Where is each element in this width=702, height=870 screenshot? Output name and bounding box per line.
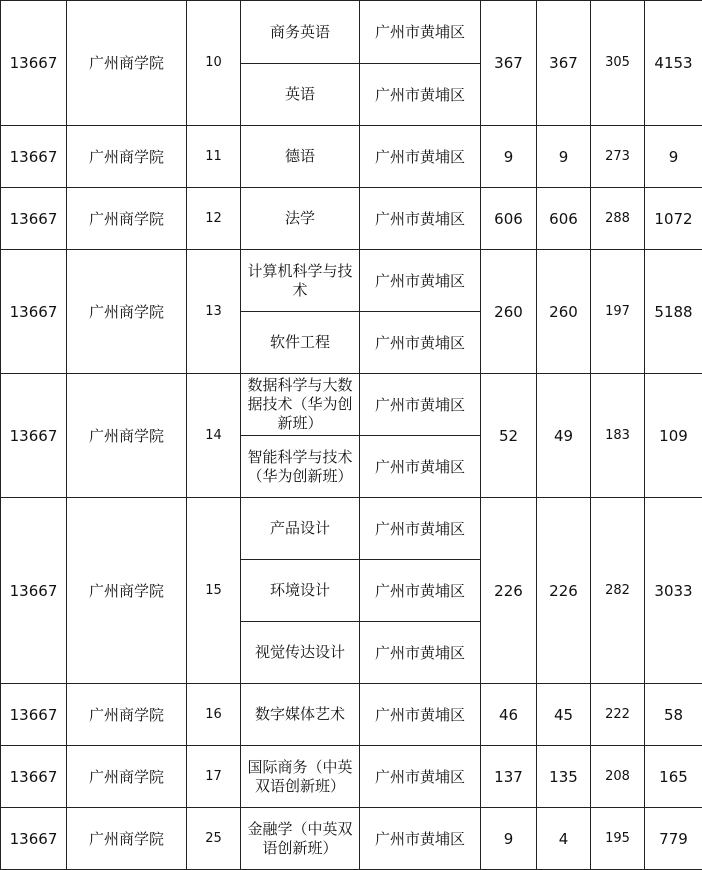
admitted-count-cell: 4 [537, 808, 591, 870]
location-cell: 广州市黄埔区 [360, 374, 481, 436]
school-code-cell: 13667 [1, 746, 67, 808]
major-name-cell: 金融学（中英双语创新班） [241, 808, 360, 870]
plan-count-cell: 367 [481, 1, 537, 126]
location-cell: 广州市黄埔区 [360, 250, 481, 312]
school-name-cell: 广州商学院 [67, 374, 187, 498]
major-name-cell: 商务英语 [241, 1, 360, 64]
table-row [1, 126, 702, 188]
plan-count-cell: 9 [481, 808, 537, 870]
group-number-cell: 15 [187, 498, 241, 684]
major-name-cell: 数据科学与大数据技术（华为创新班） [241, 374, 360, 436]
location-cell: 广州市黄埔区 [360, 312, 481, 374]
admitted-count-cell: 45 [537, 684, 591, 746]
school-name-cell: 广州商学院 [67, 126, 187, 188]
major-name-cell: 英语 [241, 64, 360, 126]
rank-cell: 3033 [645, 498, 702, 684]
school-code-cell: 13667 [1, 188, 67, 250]
school-name-cell: 广州商学院 [67, 684, 187, 746]
rank-cell: 779 [645, 808, 702, 870]
location-cell: 广州市黄埔区 [360, 684, 481, 746]
group-number-cell: 10 [187, 1, 241, 126]
group-number-cell: 14 [187, 374, 241, 498]
rank-cell: 165 [645, 746, 702, 808]
admission-table-body [1, 1, 702, 870]
table-row [1, 808, 702, 870]
group-number-cell: 11 [187, 126, 241, 188]
location-cell: 广州市黄埔区 [360, 188, 481, 250]
group-number-cell: 16 [187, 684, 241, 746]
plan-count-cell: 606 [481, 188, 537, 250]
table-row [1, 746, 702, 808]
school-code-cell: 13667 [1, 126, 67, 188]
min-score-cell: 197 [591, 250, 645, 374]
rank-cell: 109 [645, 374, 702, 498]
group-number-cell: 25 [187, 808, 241, 870]
rank-cell: 4153 [645, 1, 702, 126]
major-name-cell: 产品设计 [241, 498, 360, 560]
plan-count-cell: 260 [481, 250, 537, 374]
rank-cell: 9 [645, 126, 702, 188]
location-cell: 广州市黄埔区 [360, 746, 481, 808]
location-cell: 广州市黄埔区 [360, 126, 481, 188]
school-name-cell: 广州商学院 [67, 250, 187, 374]
admitted-count-cell: 606 [537, 188, 591, 250]
school-code-cell: 13667 [1, 684, 67, 746]
major-name-cell: 国际商务（中英双语创新班） [241, 746, 360, 808]
major-name-cell: 德语 [241, 126, 360, 188]
major-name-cell: 智能科学与技术（华为创新班） [241, 436, 360, 498]
min-score-cell: 288 [591, 188, 645, 250]
school-code-cell: 13667 [1, 374, 67, 498]
table-row [1, 188, 702, 250]
admitted-count-cell: 49 [537, 374, 591, 498]
location-cell: 广州市黄埔区 [360, 1, 481, 64]
admitted-count-cell: 260 [537, 250, 591, 374]
major-name-cell: 数字媒体艺术 [241, 684, 360, 746]
min-score-cell: 195 [591, 808, 645, 870]
school-code-cell: 13667 [1, 498, 67, 684]
location-cell: 广州市黄埔区 [360, 560, 481, 622]
major-name-cell: 法学 [241, 188, 360, 250]
admitted-count-cell: 135 [537, 746, 591, 808]
major-name-cell: 环境设计 [241, 560, 360, 622]
school-name-cell: 广州商学院 [67, 746, 187, 808]
school-code-cell: 13667 [1, 808, 67, 870]
rank-cell: 5188 [645, 250, 702, 374]
location-cell: 广州市黄埔区 [360, 64, 481, 126]
school-code-cell: 13667 [1, 250, 67, 374]
major-name-cell: 软件工程 [241, 312, 360, 374]
school-name-cell: 广州商学院 [67, 498, 187, 684]
school-name-cell: 广州商学院 [67, 1, 187, 126]
group-number-cell: 12 [187, 188, 241, 250]
min-score-cell: 282 [591, 498, 645, 684]
table-row [1, 498, 702, 560]
plan-count-cell: 9 [481, 126, 537, 188]
plan-count-cell: 52 [481, 374, 537, 498]
table-row [1, 374, 702, 436]
school-code-cell: 13667 [1, 1, 67, 126]
location-cell: 广州市黄埔区 [360, 498, 481, 560]
rank-cell: 58 [645, 684, 702, 746]
min-score-cell: 305 [591, 1, 645, 126]
plan-count-cell: 226 [481, 498, 537, 684]
school-name-cell: 广州商学院 [67, 188, 187, 250]
location-cell: 广州市黄埔区 [360, 808, 481, 870]
min-score-cell: 183 [591, 374, 645, 498]
admitted-count-cell: 9 [537, 126, 591, 188]
major-name-cell: 计算机科学与技术 [241, 250, 360, 312]
min-score-cell: 273 [591, 126, 645, 188]
min-score-cell: 208 [591, 746, 645, 808]
admitted-count-cell: 367 [537, 1, 591, 126]
school-name-cell: 广州商学院 [67, 808, 187, 870]
table-row [1, 250, 702, 312]
plan-count-cell: 46 [481, 684, 537, 746]
min-score-cell: 222 [591, 684, 645, 746]
table-row [1, 684, 702, 746]
group-number-cell: 13 [187, 250, 241, 374]
major-name-cell: 视觉传达设计 [241, 622, 360, 684]
admitted-count-cell: 226 [537, 498, 591, 684]
plan-count-cell: 137 [481, 746, 537, 808]
rank-cell: 1072 [645, 188, 702, 250]
table-row [1, 1, 702, 64]
group-number-cell: 17 [187, 746, 241, 808]
location-cell: 广州市黄埔区 [360, 436, 481, 498]
location-cell: 广州市黄埔区 [360, 622, 481, 684]
